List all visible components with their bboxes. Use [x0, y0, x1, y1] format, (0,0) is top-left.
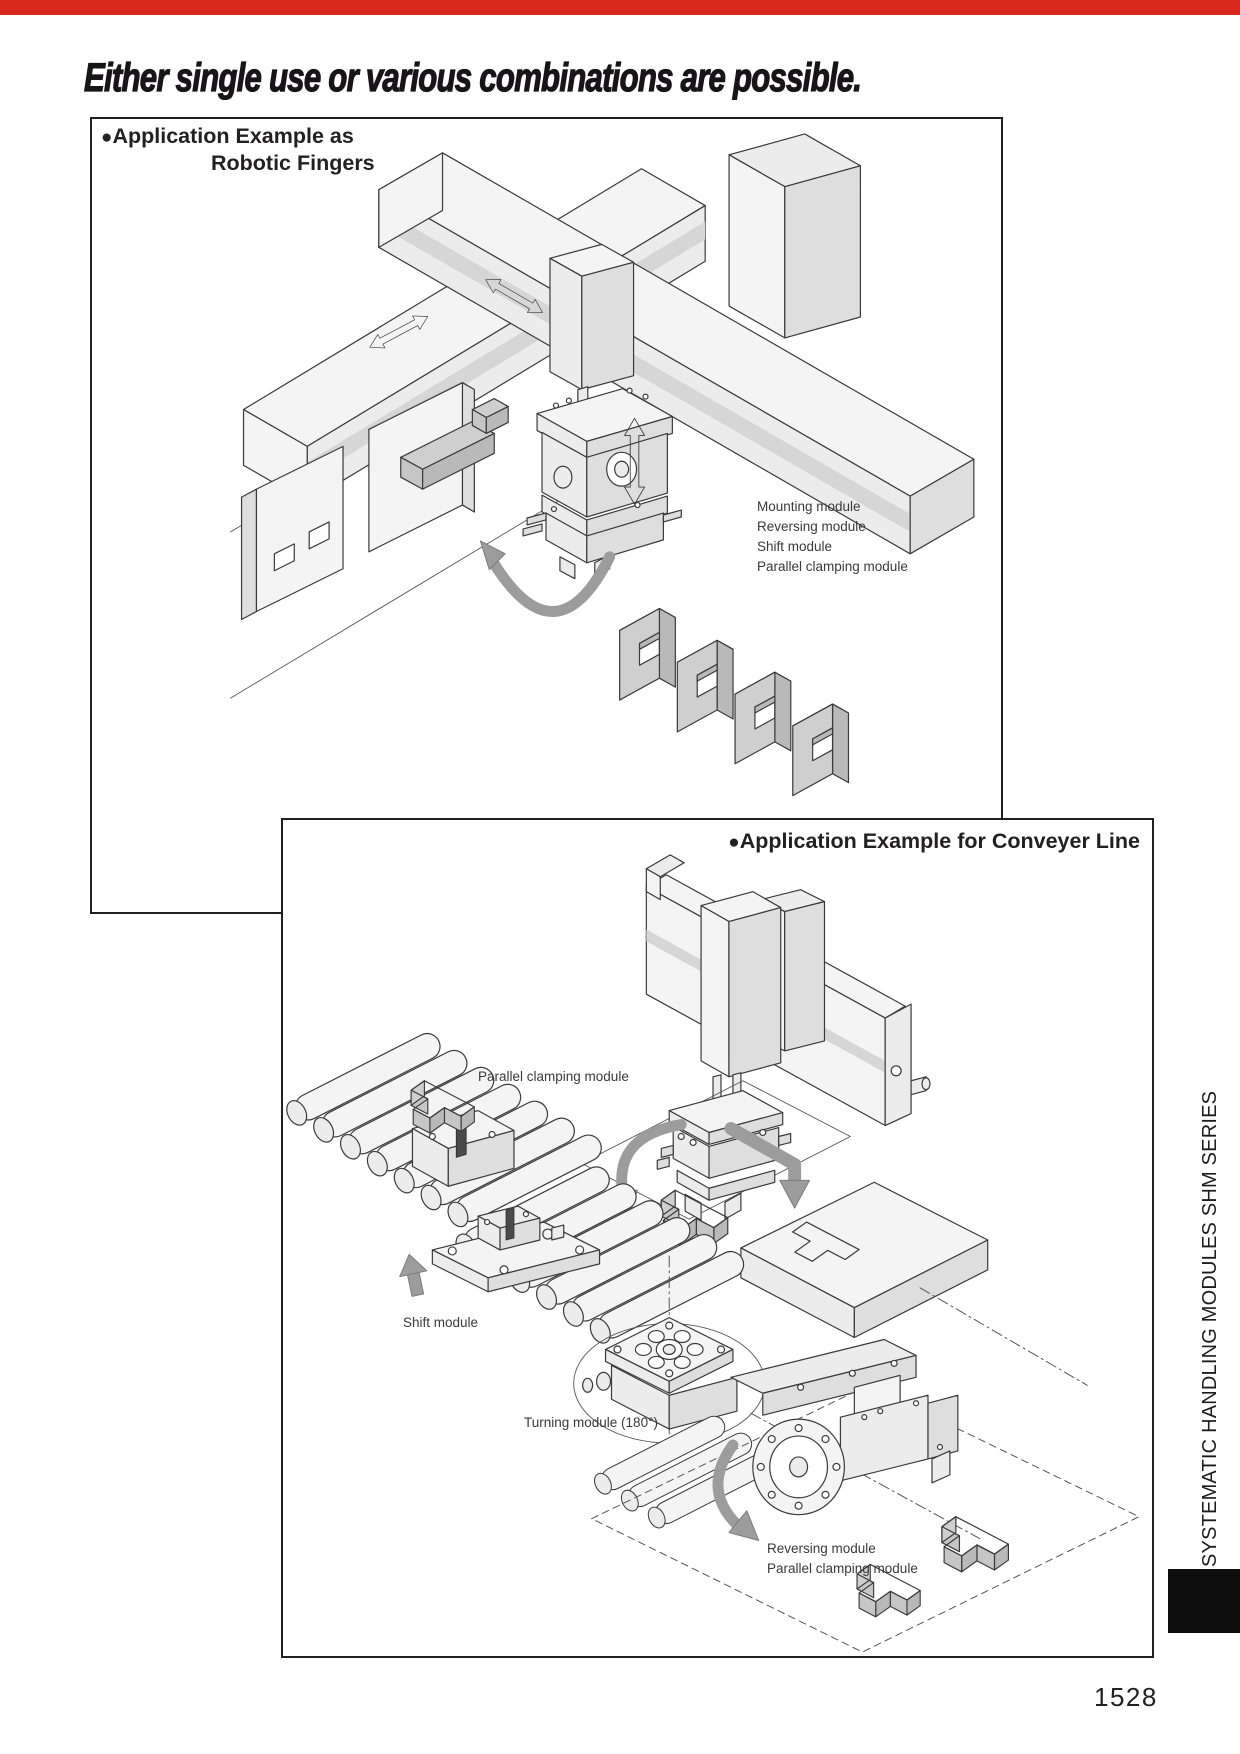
section-index-tab	[1168, 1569, 1240, 1633]
up-arrow-icon	[396, 1251, 432, 1298]
label-mounting-module: Mounting module	[757, 499, 861, 514]
label-reversing-module: Reversing module	[767, 1541, 876, 1556]
label-reversing-module: Reversing module	[757, 519, 866, 534]
top-accent-bar	[0, 0, 1240, 15]
page-title: Either single use or various combinations are possible.	[84, 56, 862, 100]
workpiece-t-block	[942, 1517, 1008, 1572]
z-towers	[701, 890, 824, 1121]
pallet	[741, 1182, 988, 1337]
label-turning-module: Turning module (180°)	[524, 1415, 658, 1430]
series-sidebar-label: SYSTEMATIC HANDLING MODULES SHM SERIES	[1199, 1090, 1221, 1567]
bullet-icon: ●	[728, 832, 740, 853]
conveyer-line-illustration	[283, 820, 1152, 1656]
module-stack	[523, 388, 681, 579]
conveyer-line-panel	[281, 818, 1154, 1658]
module-label-list	[757, 497, 908, 577]
label-parallel-clamping-module: Parallel clamping module	[757, 559, 908, 574]
bullet-icon: ●	[101, 127, 113, 148]
example1-heading-line2: Robotic Fingers	[211, 151, 375, 175]
carriage-tower	[729, 134, 860, 338]
label-parallel-clamping-module: Parallel clamping module	[478, 1069, 629, 1084]
workpieces	[620, 609, 849, 796]
page-number: 1528	[1094, 1682, 1158, 1712]
label-shift-module: Shift module	[403, 1315, 479, 1330]
conveyor-centerline	[920, 1288, 1087, 1386]
label-shift-module: Shift module	[757, 539, 833, 554]
label-reversing-clamping	[767, 1539, 918, 1579]
example2-heading: ●Application Example for Conveyer Line	[728, 829, 1140, 853]
label-parallel-clamping-module: Parallel clamping module	[767, 1561, 918, 1576]
example1-heading-line1: ●Application Example as	[101, 124, 354, 148]
